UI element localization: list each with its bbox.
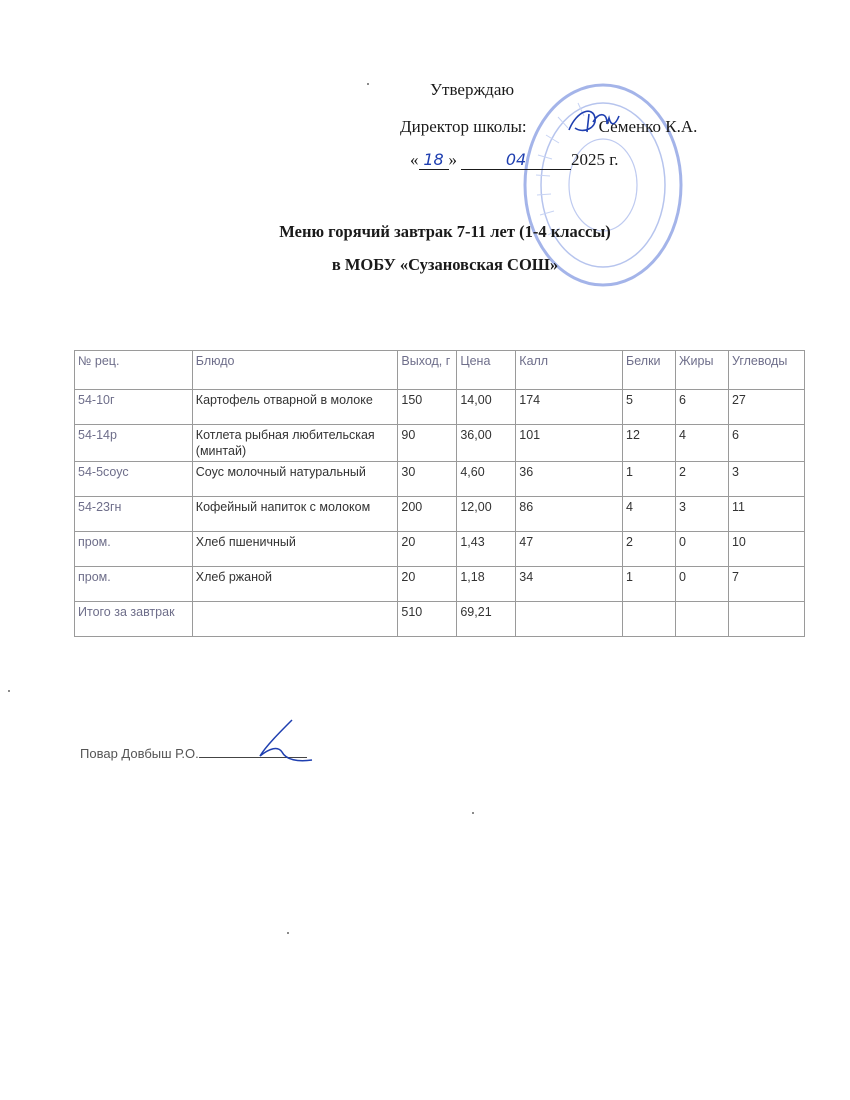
dish-cell: Хлеб пшеничный: [192, 532, 398, 567]
director-label: Директор школы:: [400, 117, 527, 136]
column-header: Блюдо: [192, 351, 398, 390]
protein-cell: 12: [623, 425, 676, 462]
fat-cell: 2: [676, 462, 729, 497]
column-header: Калл: [516, 351, 623, 390]
dish-cell: Хлеб ржаной: [192, 567, 398, 602]
carbs-cell: 7: [728, 567, 804, 602]
cook-signature-icon: [252, 716, 322, 766]
price-cell: 1,18: [457, 567, 516, 602]
total-yield: 510: [398, 602, 457, 637]
fat-cell: 0: [676, 532, 729, 567]
carbs-cell: 10: [728, 532, 804, 567]
kcal-cell: 36: [516, 462, 623, 497]
protein-cell: 1: [623, 462, 676, 497]
table-row: [75, 532, 805, 567]
protein-cell: 4: [623, 497, 676, 532]
column-header: Углеводы: [728, 351, 804, 390]
recipe-cell: 54-23гн: [75, 497, 193, 532]
yield-cell: 20: [398, 567, 457, 602]
scan-speck: [472, 812, 474, 814]
kcal-cell: 101: [516, 425, 623, 462]
director-name: Семенко К.А.: [598, 117, 698, 136]
column-header: Белки: [623, 351, 676, 390]
price-cell: 4,60: [457, 462, 516, 497]
yield-cell: 200: [398, 497, 457, 532]
carbs-cell: 27: [728, 390, 804, 425]
total-price: 69,21: [457, 602, 516, 637]
carbs-cell: 6: [728, 425, 804, 462]
table-header-row: [75, 351, 805, 390]
menu-table: [74, 350, 805, 637]
approval-date: « 18 » 04 2025 г.: [410, 150, 619, 169]
kcal-cell: 47: [516, 532, 623, 567]
fat-cell: 3: [676, 497, 729, 532]
column-header: Цена: [457, 351, 516, 390]
dish-cell: Соус молочный натуральный: [192, 462, 398, 497]
scan-speck: [8, 690, 10, 692]
table-row: [75, 425, 805, 462]
table-row: [75, 497, 805, 532]
kcal-cell: 86: [516, 497, 623, 532]
approval-title: Утверждаю: [430, 80, 515, 99]
carbs-cell: 3: [728, 462, 804, 497]
date-day: 18: [419, 150, 449, 170]
school-name: в МОБУ «Сузановская СОШ»: [331, 255, 559, 274]
kcal-cell: 34: [516, 567, 623, 602]
empty-cell: [676, 602, 729, 637]
price-cell: 36,00: [457, 425, 516, 462]
total-label: Итого за завтрак: [75, 602, 193, 637]
price-cell: 14,00: [457, 390, 516, 425]
director-line: [400, 117, 697, 137]
yield-cell: 90: [398, 425, 457, 462]
column-header: Выход, г: [398, 351, 457, 390]
date-year: 2025 г.: [571, 150, 619, 169]
protein-cell: 5: [623, 390, 676, 425]
scan-speck: [287, 932, 289, 934]
column-header: Жиры: [676, 351, 729, 390]
kcal-cell: 174: [516, 390, 623, 425]
column-header: № рец.: [75, 351, 193, 390]
fat-cell: 4: [676, 425, 729, 462]
menu-title: Меню горячий завтрак 7-11 лет (1-4 классы): [279, 222, 611, 241]
yield-cell: 20: [398, 532, 457, 567]
table-row: [75, 462, 805, 497]
cook-label: Повар Довбыш Р.О.: [80, 746, 199, 761]
table-total-row: [75, 602, 805, 637]
dish-cell: Котлета рыбная любительская (минтай): [192, 425, 398, 462]
dish-cell: Картофель отварной в молоке: [192, 390, 398, 425]
table-row: [75, 390, 805, 425]
recipe-cell: 54-5соус: [75, 462, 193, 497]
price-cell: 1,43: [457, 532, 516, 567]
dish-cell: Кофейный напиток с молоком: [192, 497, 398, 532]
recipe-cell: 54-14р: [75, 425, 193, 462]
empty-cell: [192, 602, 398, 637]
empty-cell: [623, 602, 676, 637]
protein-cell: 2: [623, 532, 676, 567]
recipe-cell: пром.: [75, 567, 193, 602]
recipe-cell: 54-10г: [75, 390, 193, 425]
scan-speck: [367, 83, 369, 85]
empty-cell: [516, 602, 623, 637]
table-row: [75, 567, 805, 602]
approval-block: [0, 0, 850, 200]
date-month: 04: [461, 150, 571, 170]
recipe-cell: пром.: [75, 532, 193, 567]
price-cell: 12,00: [457, 497, 516, 532]
yield-cell: 150: [398, 390, 457, 425]
protein-cell: 1: [623, 567, 676, 602]
empty-cell: [728, 602, 804, 637]
fat-cell: 6: [676, 390, 729, 425]
director-signature-icon: [563, 104, 625, 140]
fat-cell: 0: [676, 567, 729, 602]
carbs-cell: 11: [728, 497, 804, 532]
yield-cell: 30: [398, 462, 457, 497]
